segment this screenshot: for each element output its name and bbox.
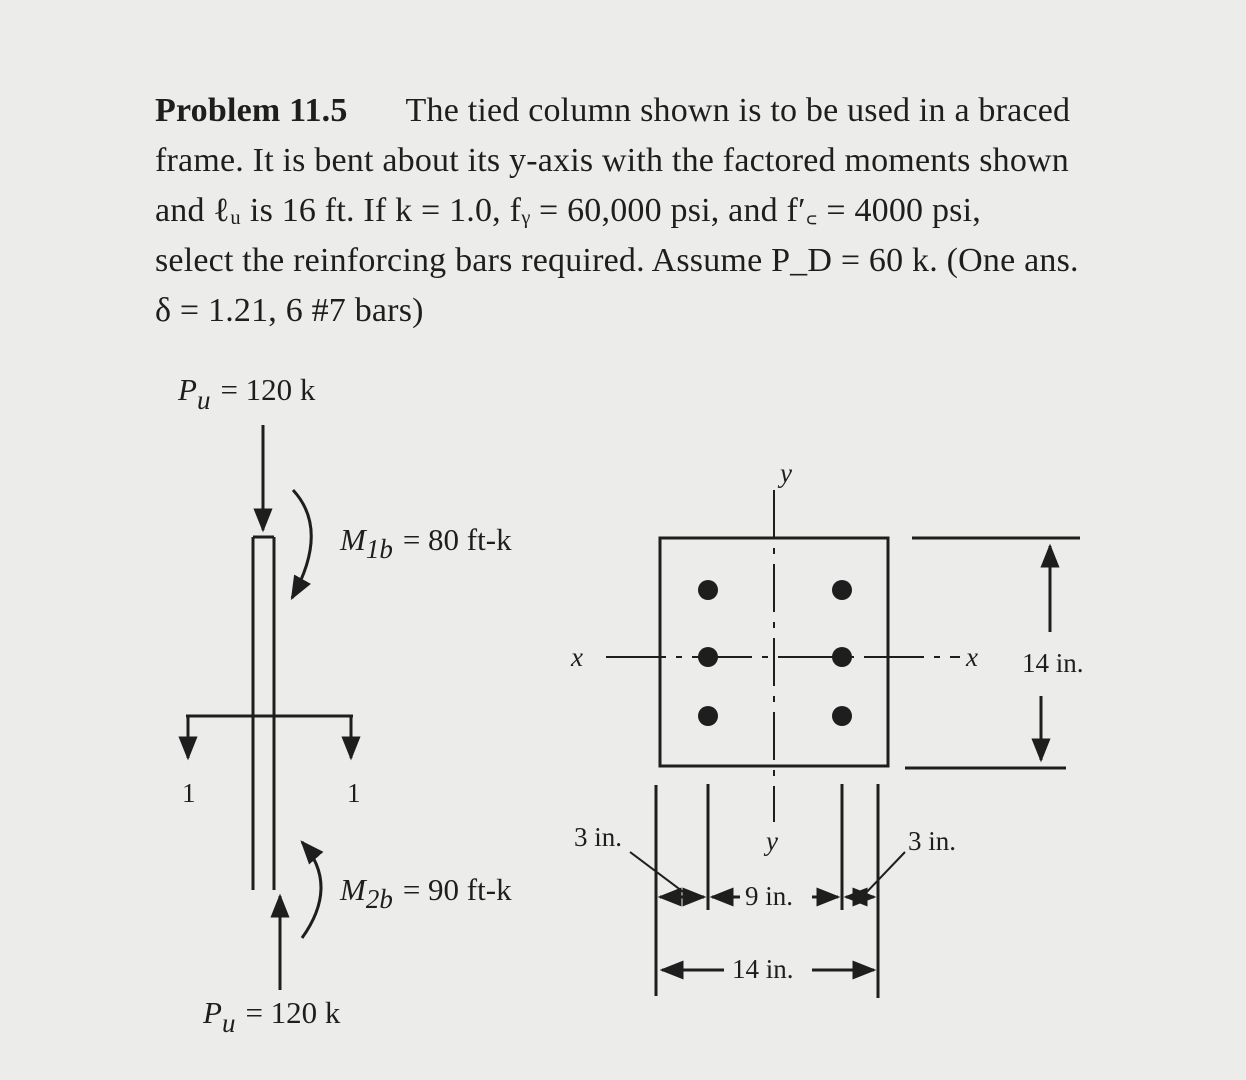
problem-text-1: The tied column shown is to be used in a braced — [405, 92, 1071, 129]
x-axis-label-left: x — [571, 642, 583, 672]
depth-dimension-label: 14 in. — [1022, 648, 1084, 678]
section-mark-right: 1 — [347, 778, 361, 808]
rebar — [832, 647, 852, 667]
rebar — [698, 580, 718, 600]
m1-label: M1b = 80 ft-k — [340, 522, 512, 564]
problem-line-2: frame. It is bent about its y-axis with the factored moments shown — [155, 142, 1070, 179]
cover-left-label: 3 in. — [574, 822, 623, 852]
rebar — [832, 706, 852, 726]
rebar — [698, 706, 718, 726]
section-cut-line — [186, 716, 353, 758]
bar-spacing-label: 9 in. — [745, 881, 794, 911]
rebar — [698, 647, 718, 667]
m2-moment-arrow — [302, 842, 321, 938]
problem-line-5: δ = 1.21, 6 #7 bars) — [155, 292, 424, 329]
m1-moment-arrow — [292, 490, 311, 598]
pu-top-label: Pu = 120 k — [178, 372, 316, 415]
cross-section — [570, 458, 1084, 998]
column-elevation — [177, 372, 512, 1038]
width-dimension-label: 14 in. — [732, 954, 794, 984]
column-outline — [253, 537, 274, 890]
rebar — [832, 580, 852, 600]
problem-line-4: select the reinforcing bars required. Assume P_D = 60 k. (One ans. — [155, 242, 1079, 279]
pu-bottom-label: Pu = 120 k — [203, 995, 341, 1038]
problem-line-3: and ℓᵤ is 16 ft. If k = 1.0, fᵧ = 60,000 psi, and f′꜀ = 4000 psi, — [155, 192, 981, 229]
problem-title: Problem 11.5 — [155, 92, 348, 129]
m2-label: M2b = 90 ft-k — [340, 872, 512, 914]
section-mark-left: 1 — [182, 778, 196, 808]
y-axis-label-bottom: y — [766, 826, 778, 856]
y-axis-label-top: y — [780, 458, 792, 488]
x-axis-label-right: x — [966, 642, 978, 672]
cover-right-label: 3 in. — [908, 826, 957, 856]
